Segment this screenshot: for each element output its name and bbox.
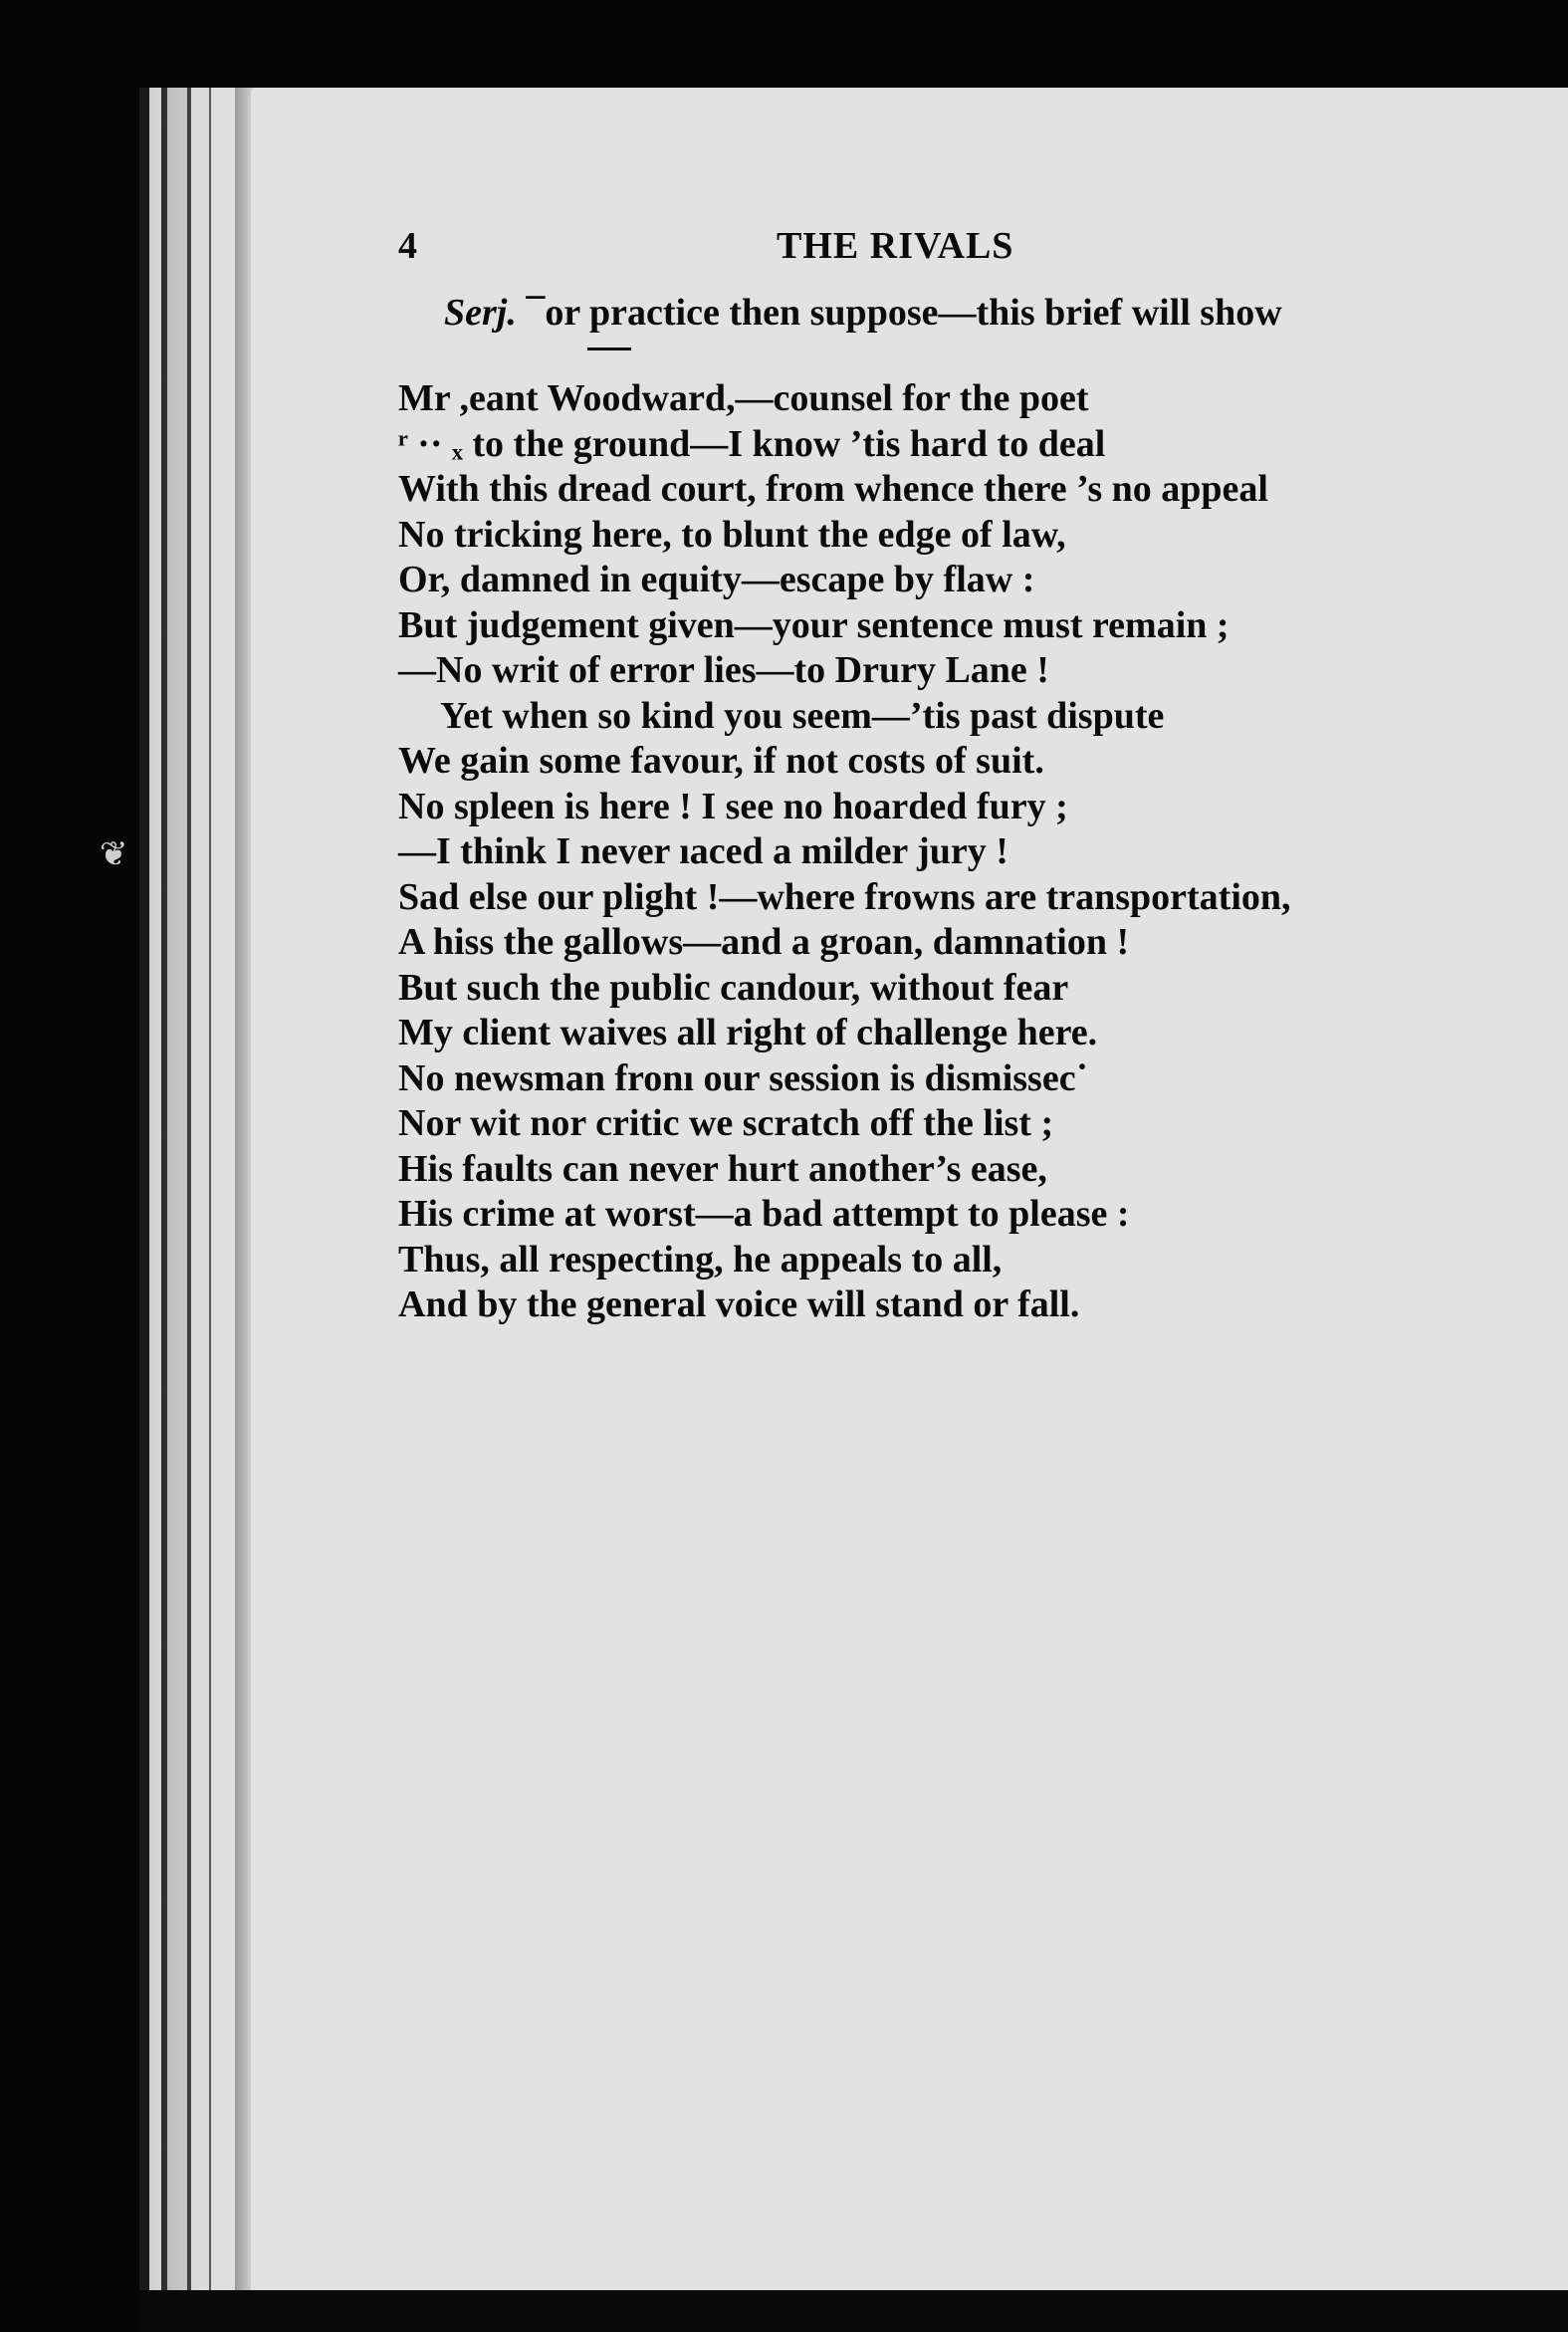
verse-line: Yet when so kind you seem—’tis past dispute xyxy=(440,694,1165,737)
verse-line: With this dread court, from whence there ’s no appeal xyxy=(398,468,1268,510)
verse-block xyxy=(398,376,1533,1328)
section-rule xyxy=(587,348,631,350)
running-title: THE RIVALS xyxy=(777,225,1014,267)
verse-line: But judgement given—your sentence must remain ; xyxy=(398,603,1230,646)
verse-line: But such the public candour, without fear xyxy=(398,966,1069,1009)
verse-line: His faults can never hurt another’s ease, xyxy=(398,1147,1047,1190)
scan-blemish-mark: ❦ xyxy=(100,834,128,874)
verse-line: And by the general voice will stand or fall. xyxy=(398,1283,1080,1325)
page-number: 4 xyxy=(398,225,417,267)
page-header xyxy=(398,224,1533,284)
verse-line: Or, damned in equity—escape by flaw : xyxy=(398,559,1035,600)
verse-line: Nor wit nor critic we scratch off the list ; xyxy=(398,1102,1054,1144)
verse-line: No spleen is here ! I see no hoarded fury ; xyxy=(398,785,1068,827)
verse-line: My client waives all right of challenge here. xyxy=(398,1012,1098,1053)
verse-line: —No writ of error lies—to Drury Lane ! xyxy=(398,649,1049,691)
scan-bottom-border xyxy=(139,2290,1568,2332)
verse-line: —I think I never ıaced a milder jury ! xyxy=(398,830,1008,872)
verse-line: We gain some favour, if not costs of suit. xyxy=(398,740,1044,782)
speaker-text: ¯or practice then suppose—this brief will show xyxy=(526,292,1282,334)
verse-line: Mr ,eant Woodward,—counsel for the poet xyxy=(398,377,1089,419)
verse-line: Thus, all respecting, he appeals to all, xyxy=(398,1238,1003,1281)
verse-line: ʳ ·· ₓ to the ground—I know ’tis hard to deal xyxy=(398,422,1106,465)
verse-line: A hiss the gallows—and a groan, damnation ! xyxy=(398,921,1130,963)
verse-line: No newsman fronı our session is dismissec˙ xyxy=(398,1056,1089,1099)
verse-line: Sad else our plight !—where frowns are transportation, xyxy=(398,875,1291,918)
verse-line: No tricking here, to blunt the edge of law, xyxy=(398,513,1066,556)
speaker-line xyxy=(444,290,1533,336)
speaker-name: Serj. xyxy=(444,292,517,334)
verse-line: His crime at worst—a bad attempt to please : xyxy=(398,1193,1130,1235)
page-text-block xyxy=(398,224,1533,1328)
